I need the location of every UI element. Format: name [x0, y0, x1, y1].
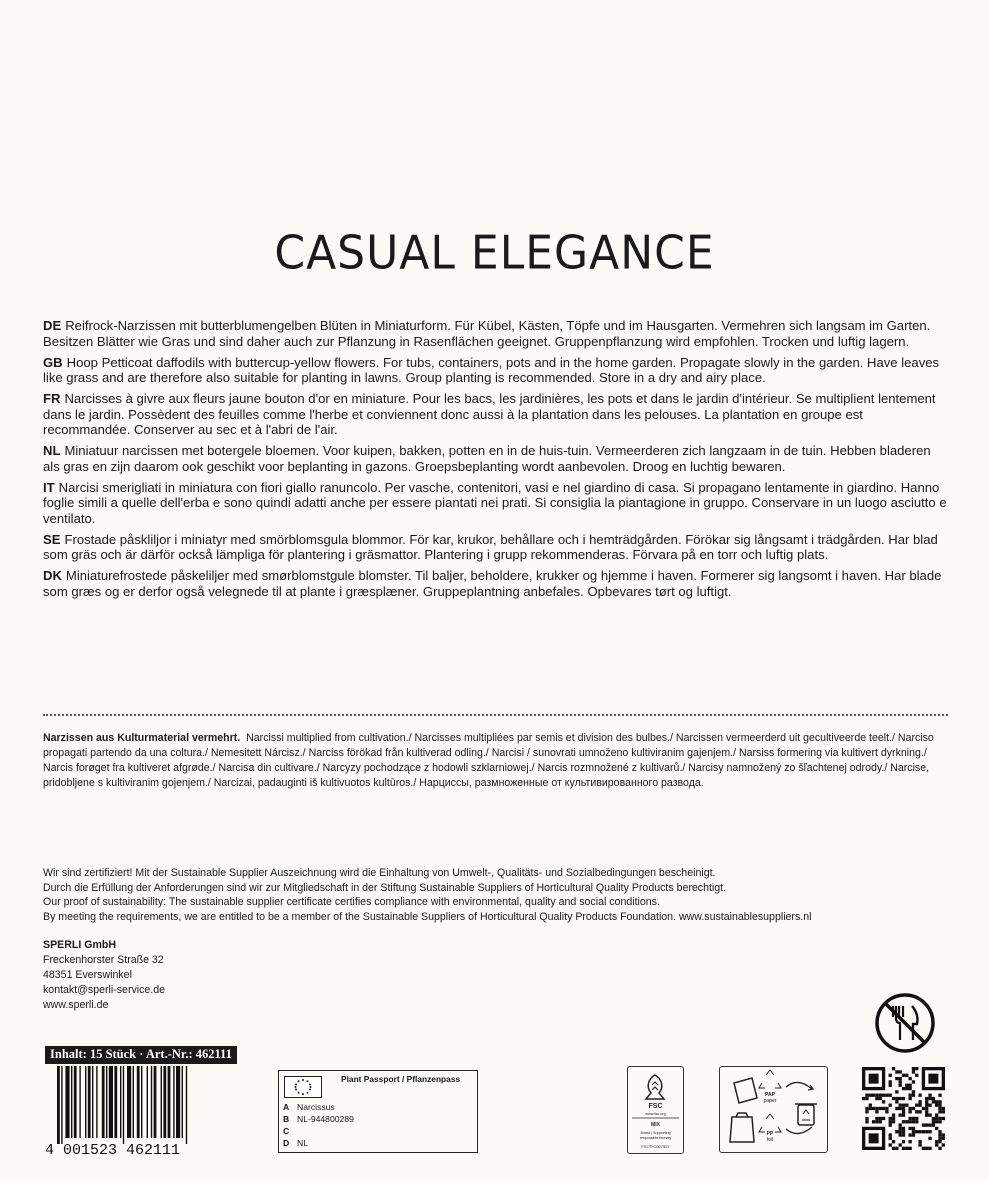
recycle-top: PAP [765, 1092, 775, 1098]
company-email: kontakt@sperli-service.de [43, 984, 166, 996]
passport-value: NL [297, 1138, 308, 1148]
passport-value: NL-944800289 [297, 1114, 354, 1124]
lang-block-de [43, 318, 948, 349]
page-title: CASUAL ELEGANCE [274, 226, 715, 281]
culture-note-bold: Narzissen aus Kulturmaterial vermehrt. [43, 732, 241, 744]
company-street: Freckenhorster Straße 32 [43, 954, 164, 966]
lang-block-dk [43, 568, 948, 599]
fsc-desc2: responsible forestry [639, 1136, 672, 1140]
company-web: www.sperli.de [43, 999, 109, 1011]
passport-row [283, 1114, 354, 1124]
company-address [43, 938, 343, 1013]
certification-text [43, 866, 948, 924]
lang-text: Miniatuur narcissen met botergele bloemen. Voor kuipen, bakken, potten en in de huis-tuin. Vermeerderen zich langzaam in de tuin. Hebben bladeren als gras en zijn daarom ook geschikt voor beplanting in gazons. Groepsbeplanting wordt aanbevolen. Droog en luchtig bewaren. [43, 443, 931, 474]
culture-note [43, 731, 948, 791]
recycle-bottom2: foil [766, 1137, 774, 1143]
cert-line: Wir sind zertifiziert! Mit der Sustainable Supplier Auszeichnung wird die Einhaltung von Umwelt-, Qualitäts- und Sozialbedingungen bescheinigt. [43, 867, 716, 879]
lang-text: Hoop Petticoat daffodils with buttercup-yellow flowers. For tubs, containers, pots and in the home garden. Propagate slowly in the garden. Have leaves like grass and are therefore also suitable for planting in lawns. Group planting is recommended. Store in a dry and airy place. [43, 354, 940, 385]
lang-code: NL [43, 443, 61, 458]
lang-code: GB [43, 354, 63, 370]
recycle-icon [719, 1066, 828, 1153]
lang-code: DK [43, 568, 62, 583]
cert-line: By meeting the requirements, we are entitled to be a member of the Sustainable Suppliers of Horticultural Quality Products Foundation. www.sustainablesuppliers.nl [43, 910, 812, 923]
content-article-label: Inhalt: 15 Stück · Art.-Nr.: 462111 [45, 1046, 237, 1064]
lang-block-fr [43, 391, 948, 438]
not-edible-icon [874, 992, 936, 1054]
passport-key: B [283, 1114, 290, 1124]
lang-block-se [43, 532, 948, 563]
passport-key: C [283, 1126, 290, 1136]
lang-text: Miniaturefrostede påskeliljer med smørblomstgule blomster. Til baljer, beholdere, krukker og hjemme i haven. Formerer sig langsomt i haven. Har blade som græs og er derfor også velegnede til at plante i græsplæner. Gruppeplantning anbefales. Opbevares tørt og luftigt. [43, 568, 942, 599]
lang-text: Reifrock-Narzissen mit butterblumengelben Blüten in Miniaturform. Für Kübel, Kästen, Töpfe und im Hausgarten. Vermehren sich langsam im Garten. Besitzen Blätter wie Gras und sind daher auch zur Pflanzung in Rasenflächen geeignet. Gruppenpflanzung wird empfohlen. Trocken und luftig lagern. [43, 318, 931, 349]
lang-block-gb [43, 355, 948, 386]
fsc-label: FSC [648, 1103, 663, 1110]
fsc-mix: MIX [651, 1122, 660, 1128]
passport-heading: Plant Passport / Pflanzenpass [341, 1074, 461, 1084]
fsc-code: FSC® C007957 [641, 1144, 670, 1149]
language-descriptions [43, 318, 948, 605]
cert-line: Durch die Erfüllung der Anforderungen sind wir zur Mitgliedschaft in der Stiftung Sustainable Suppliers of Horticultural Quality Products berechtigt. [43, 881, 727, 894]
lang-code: DE [43, 318, 62, 333]
lang-text: Frostade påskliljor i miniatyr med smörblomsgula blommor. För kar, krukor, behållare och i hemträdgården. Förökar sig långsamt i trädgården. Har blad som gräs och är därför också lämpliga för plantering i gräsmattor. Plantering i grupp rekommenderas. Förvara på en torr och luftig plats. [43, 531, 938, 562]
company-name: SPERLI GmbH [43, 939, 116, 951]
lang-code: FR [43, 391, 61, 406]
cert-line: Our proof of sustainability: The sustainable supplier certificate certifies compliance with environmental, quality and social conditions. [43, 896, 660, 909]
lang-code: SE [43, 531, 61, 547]
lang-block-it [43, 480, 948, 527]
barcode-icon [45, 1066, 235, 1156]
dotted-divider [43, 714, 948, 716]
lang-block-nl [43, 443, 948, 474]
plant-passport [278, 1070, 478, 1153]
lang-text: Narcisi smerigliati in miniatura con fiori giallo ranuncolo. Per vasche, contenitori, vasi e nel giardino di casa. Si propagano lentamente in giardino. Hanno foglie simili a quelle dell'erba e sono quindi adatti anche per essere piantati nei prati. Si consiglia la piantagione in gruppo. Conservare in un luogo asciutto e ventilato. [43, 479, 947, 526]
passport-key: A [283, 1102, 290, 1112]
lang-code: IT [43, 479, 55, 495]
culture-note-text: Narcissi multiplied from cultivation./ Narcisses multipliées par semis et division des bulbes./ Narcissen vermeerderd uit gecultiveerde teelt./ Narciso propagati partendo da una coltura./ Nemesitett Nárcisz./ Narciss förökad från kultiverad odling./ Narcisi / sunovrati umnoženo kultiviranim gajenjem./ Narsiss formering via kultivert dyrkning./ Narcis forøget fra kultiveret afgrøde./ Narcisa din cultivare./ Narcyzy pochodzące z hodowli szklarniowej./ Narcis rozmnožené z kultivarů./ Narcisy namnožený zo šľachtenej odrody./ Narcise, pridobljene s kultiviranim gojenjem./ Narcizai, padauginti iš kultivuotos kultūros./ Нарциссы, размноженные от культивированного развода. [43, 732, 934, 789]
passport-value: Narcissus [297, 1102, 335, 1112]
passport-row [283, 1138, 308, 1148]
recycle-bottom: PP [766, 1131, 774, 1137]
fsc-desc1: Board | Supporting [640, 1131, 671, 1135]
lang-text: Narcisses à givre aux fleurs jaune bouton d'or en miniature. Pour les bacs, les jardinières, les pots et dans le jardin d'intérieur. Se multiplient lentement dans le jardin. Possèdent des feuilles comme l'herbe et conviennent donc aussi à la plantation dans les pelouses. La plantation en groupe est recommandée. Conserver au sec et à l'abri de l'air. [43, 391, 936, 437]
barcode-number: 4 001523 462111 [45, 1142, 181, 1156]
company-city: 48351 Everswinkel [43, 969, 132, 981]
passport-key: D [283, 1138, 290, 1148]
passport-row [283, 1102, 335, 1112]
qr-code-icon [862, 1067, 945, 1150]
eu-flag-icon [284, 1076, 322, 1098]
recycle-top2: paper [763, 1098, 777, 1104]
passport-row [283, 1126, 297, 1136]
fsc-logo-icon [627, 1066, 684, 1154]
fsc-url: www.fsc.org [645, 1112, 666, 1116]
